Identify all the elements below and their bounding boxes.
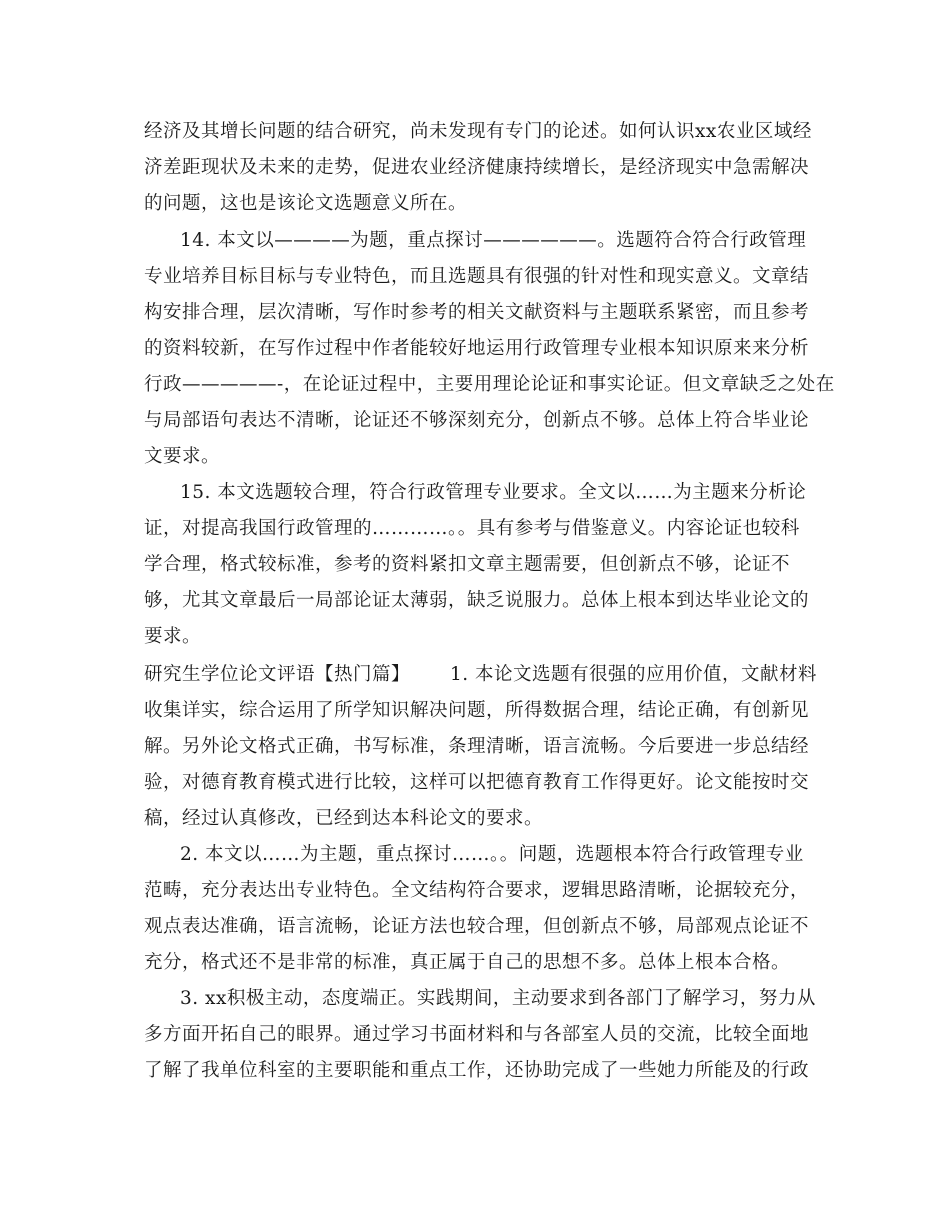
- section-heading: 研究生学位论文评语【热门篇】: [144, 664, 411, 685]
- text-line: 济差距现状及未来的走势，促进农业经济健康持续增长，是经济现实中急需解决: [144, 157, 810, 178]
- text-line: 解。另外论文格式正确，书写标准，条理清晰，语言流畅。今后要进一步总结经: [144, 736, 810, 757]
- text-line: 稿，经过认真修改，已经到达本科论文的要求。: [144, 808, 544, 829]
- section-heading-line: [144, 663, 817, 687]
- text-line: 行政—————-，在论证过程中，主要用理论论证和事实论证。但文章缺乏之处在: [144, 374, 835, 395]
- text-line: 与局部语句表达不清晰，论证还不够深刻充分，创新点不够。总体上符合毕业论: [144, 410, 810, 431]
- text-line: 的资料较新，在写作过程中作者能较好地运用行政管理专业根本知识原来来分析: [144, 338, 810, 359]
- text-line: 的问题，这也是该论文选题意义所在。: [144, 193, 468, 214]
- text-line: 构安排合理，层次清晰，写作时参考的相关文献资料与主题联系紧密，而且参考: [144, 302, 810, 323]
- text-line: 验，对德育教育模式进行比较，这样可以把德育教育工作得更好。论文能按时交: [144, 772, 810, 793]
- paragraph-15-start: 15. 本文选题较合理，符合行政管理专业要求。全文以……为主题来分析论: [180, 482, 807, 503]
- text-line: 专业培养目标目标与专业特色，而且选题具有很强的针对性和现实意义。文章结: [144, 266, 810, 287]
- text-line: 观点表达准确，语言流畅，论证方法也较合理，但创新点不够，局部观点论证不: [144, 916, 810, 937]
- text-line: 够，尤其文章最后一局部论证太薄弱，缺乏说服力。总体上根本到达毕业论文的: [144, 590, 810, 611]
- text-line: 充分，格式还不是非常的标准，真正属于自己的思想不多。总体上根本合格。: [144, 952, 791, 973]
- text-line: 文要求。: [144, 446, 221, 467]
- paragraph-2-start: 2. 本文以……为主题，重点探讨……。。问题，选题根本符合行政管理专业: [180, 844, 804, 865]
- text-line: 证，对提高我国行政管理的…………。。具有参考与借鉴意义。内容论证也较科: [144, 518, 800, 539]
- paragraph-14-start: 14. 本文以————为题，重点探讨——————。选题符合符合行政管理: [180, 230, 807, 251]
- text-line: 要求。: [144, 626, 202, 647]
- text-line: 经济及其增长问题的结合研究，尚未发现有专门的论述。如何认识xx农业区域经: [144, 121, 812, 142]
- text-line: 收集详实，综合运用了所学知识解决问题，所得数据合理，结论正确，有创新见: [144, 700, 810, 721]
- text-line: 范畴，充分表达出专业特色。全文结构符合要求，逻辑思路清晰，论据较充分，: [144, 880, 810, 901]
- text-line: 多方面开拓自己的眼界。通过学习书面材料和与各部室人员的交流，比较全面地: [144, 1024, 810, 1045]
- text-line: 了解了我单位科室的主要职能和重点工作，还协助完成了一些她力所能及的行政: [144, 1060, 810, 1081]
- paragraph-1-start: 1. 本论文选题有很强的应用价值，文献材料: [450, 664, 818, 685]
- text-line: 学合理，格式较标准，参考的资料紧扣文章主题需要，但创新点不够，论证不: [144, 554, 791, 575]
- paragraph-3-start: 3. xx积极主动，态度端正。实践期间，主动要求到各部门了解学习，努力从: [180, 988, 816, 1009]
